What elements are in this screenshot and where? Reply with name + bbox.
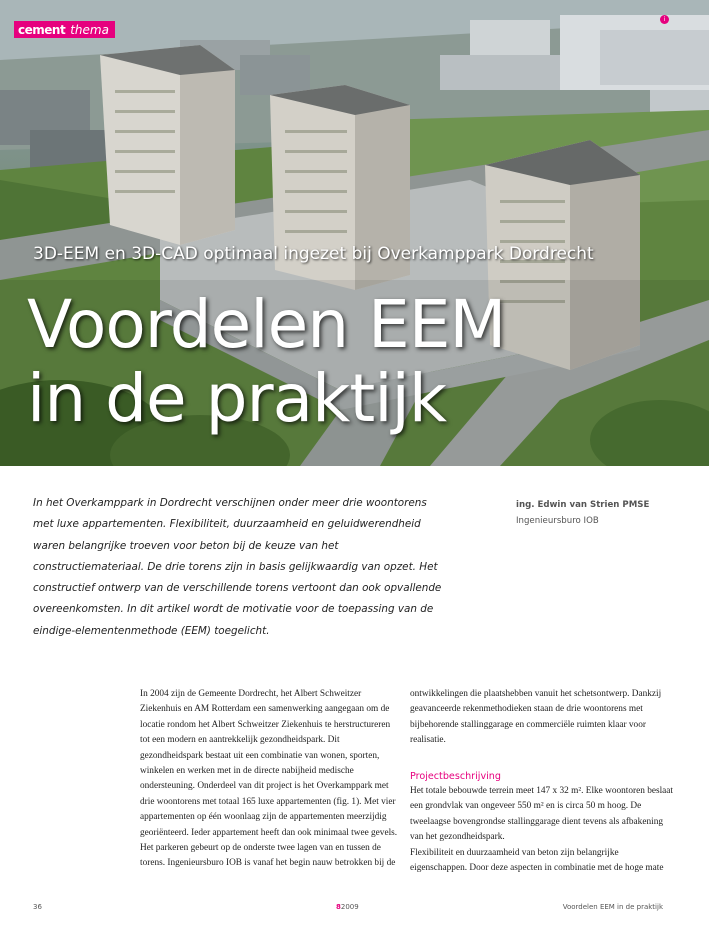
- body-paragraph: ontwikkelingen die plaatshebben vanuit het schetsontwerp. Dankzij geavanceerde rekenmethodieken staan de drie woontorens met bijbehorende stallinggarage en commerciële ruimten klaar voor realisatie.: [410, 689, 662, 746]
- issue-number: 8: [336, 903, 341, 911]
- issue-year: 2009: [340, 903, 359, 911]
- logo-mark: cement: [18, 22, 66, 37]
- article-title: [27, 288, 505, 436]
- body-paragraph: In 2004 zijn de Gemeente Dordrecht, het Albert Schweitzer Ziekenhuis en AM Rotterdam een samenwerking aangegaan om de locatie rondom het Albert Schweitzer Ziekenhuis te herstructureren tot een modern en aantrekkelijk gezondheidspark. Dit gezondheidspark bestaat uit een combinatie van wonen, sporten, winkelen en werken met in de directe nabijheid medische ondersteuning. Onderdeel van dit project is het Overkamppark met drie woontorens met totaal 165 luxe appartementen (fig. 1). Met vier appartementen op één woonlaag zijn de appartementen meerzijdig georiënteerd. Ieder appartement heeft dan ook minimaal twee gevels. Het parkeren gebeurt op de onderste twee lagen van en tussen de torens. Ingenieursburo IOB is vanaf het begin nauw betrokken bij de: [140, 689, 398, 869]
- corner-marker: i: [660, 15, 669, 24]
- section-label: thema: [70, 22, 109, 37]
- title-line-1: Voordelen EEM: [27, 286, 506, 363]
- body-column-right: [410, 687, 675, 876]
- author-organization: Ingenieursburo IOB: [516, 516, 599, 526]
- page-number: 36: [33, 903, 42, 911]
- title-line-2: in de praktijk: [27, 360, 447, 437]
- issue-label: [336, 903, 359, 911]
- magazine-logo: [14, 21, 115, 38]
- author-block: [516, 499, 649, 530]
- hero-photo: [0, 0, 709, 466]
- body-column-left: [140, 687, 402, 872]
- running-title: Voordelen EEM in de praktijk: [562, 903, 663, 911]
- section-heading: Projectbeschrijving: [410, 770, 501, 782]
- body-paragraph: Flexibiliteit en duurzaamheid van beton zijn belangrijke eigenschappen. Door deze aspecten in combinatie met de hoge mate: [410, 847, 664, 874]
- body-paragraph: Het totale bebouwde terrein meet 147 x 32 m². Elke woontoren beslaat een grondvlak van ongeveer 550 m² en is circa 50 m hoog. De tweelaagse bovengrondse stallinggarage dient tevens als afbakening van het gezondheidspark.: [410, 786, 674, 843]
- article-subtitle: 3D-EEM en 3D-CAD optimaal ingezet bij Overkamppark Dordrecht: [33, 244, 594, 264]
- author-name: ing. Edwin van Strien PMSE: [516, 500, 650, 510]
- article-intro: In het Overkamppark in Dordrecht verschijnen onder meer drie woontorens met luxe appartementen. Flexibiliteit, duurzaamheid en geluidwerendheid waren belangrijke troeven voor beton bij de keuze van het constructiemateriaal. De drie torens zijn in basis gelijkwaardig van opzet. Het constructief ontwerp van de verschillende torens vertoont dan ook opvallende overeenkomsten. In dit artikel wordt de motivatie voor de toepassing van de eindige-elementenmethode (EEM) toegelicht.: [33, 497, 442, 637]
